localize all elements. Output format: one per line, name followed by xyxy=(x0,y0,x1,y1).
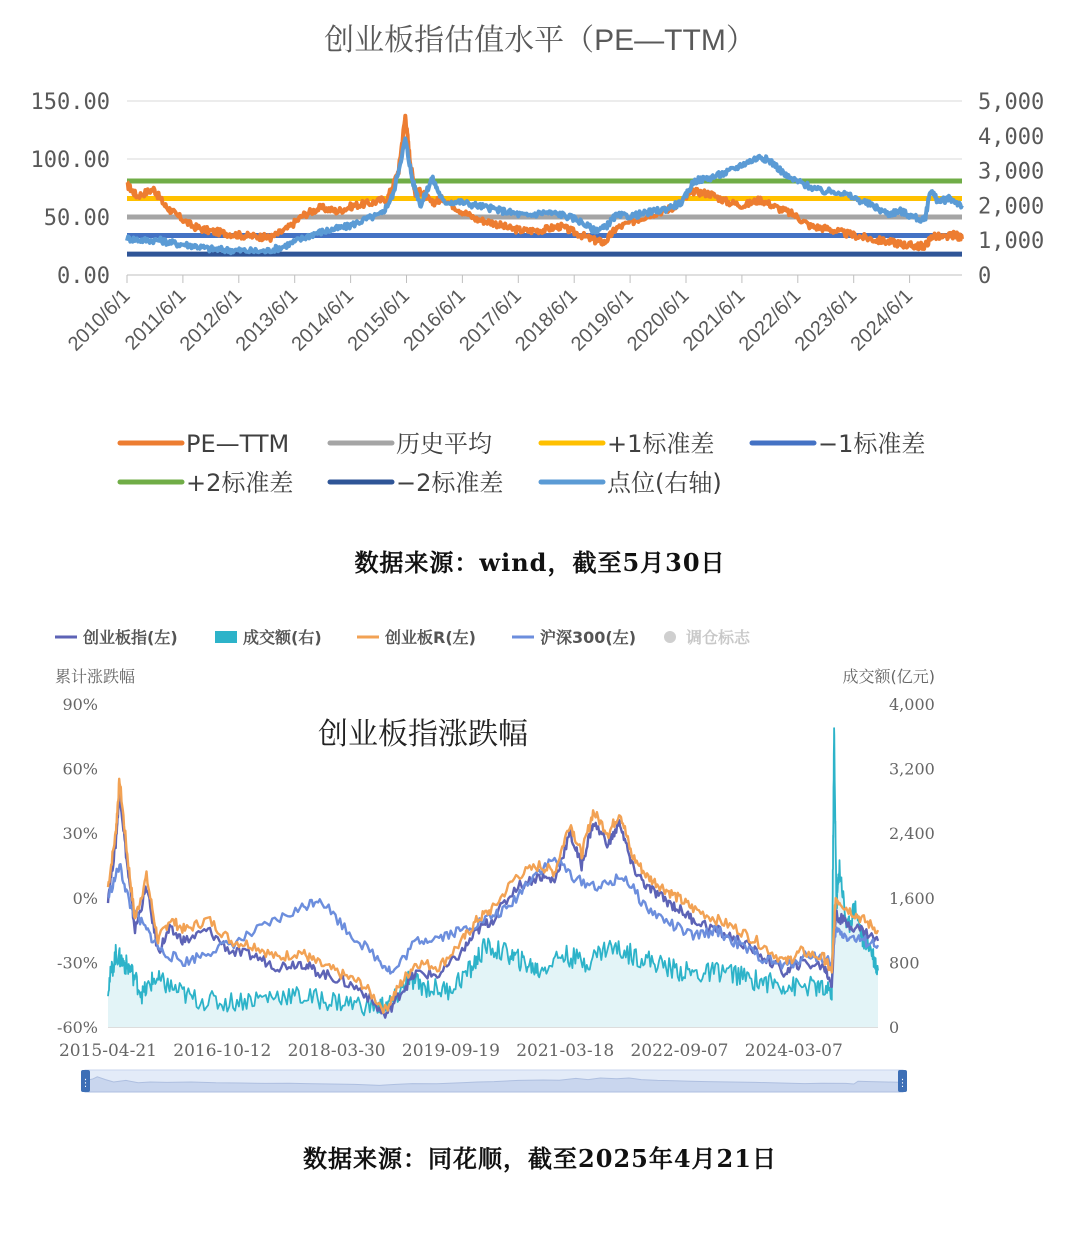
chart1-legend-label: 点位(右轴) xyxy=(607,469,722,497)
chart1-legend xyxy=(120,430,925,497)
chart2-legend-swatch xyxy=(215,631,237,643)
chart1-x-tick-label: 2020/6/1 xyxy=(622,284,694,356)
chart1-left-tick-label: 0.00 xyxy=(57,264,110,289)
chart1-x-tick-label: 2010/6/1 xyxy=(63,284,135,356)
chart2-right-tick-label: 2,400 xyxy=(889,824,935,844)
chart1-x-tick-label: 2021/6/1 xyxy=(678,284,750,356)
chart2-x-tick-label: 2015-04-21 xyxy=(58,1041,158,1061)
chart1-x-tick-label: 2015/6/1 xyxy=(343,284,415,356)
chart1-right-tick-label: 2,000 xyxy=(978,194,1045,220)
chart1-x-tick-label: 2018/6/1 xyxy=(511,284,582,356)
chart2-left-tick-label: 30% xyxy=(62,824,98,844)
chart1-legend-label: PE—TTM xyxy=(186,430,290,458)
chart1-right-tick-label: 0 xyxy=(978,264,992,289)
chart2-right-tick-label: 4,000 xyxy=(889,695,935,714)
chart1-x-tick-label: 2011/6/1 xyxy=(120,284,191,355)
chart1-legend-label: +1标准差 xyxy=(607,430,715,458)
chart1-legend-label: −1标准差 xyxy=(818,430,926,458)
chart2-right-axis-label: 成交额(亿元) xyxy=(842,667,935,686)
chart1-right-tick-label: 5,000 xyxy=(978,90,1045,115)
chart2-left-axis-label: 累计涨跌幅 xyxy=(55,667,136,686)
chart2-source-caption: 数据来源：同花顺，截至2025年4月21日 xyxy=(303,1144,777,1173)
chart2-legend-swatch xyxy=(664,631,676,643)
chart1-legend-label: +2标准差 xyxy=(186,469,294,497)
chart1-x-tick-label: 2012/6/1 xyxy=(175,284,247,356)
chart1-series xyxy=(127,116,962,254)
chart2-legend[interactable] xyxy=(55,628,751,647)
pe-ttm-chart xyxy=(0,0,1080,520)
chart2-right-tick-label: 0 xyxy=(889,1018,900,1037)
chart1-legend-label: 历史平均 xyxy=(396,430,492,458)
chart2-right-tick-label: 3,200 xyxy=(889,759,935,779)
chart2-x-tick-label: 2022-09-07 xyxy=(630,1041,729,1061)
chart2-right-tick-label: 1,600 xyxy=(889,888,935,908)
chart2-left-tick-label: 60% xyxy=(62,759,98,779)
chart2-right-axis xyxy=(889,695,935,1037)
chart1-legend-label: −2标准差 xyxy=(396,469,504,497)
chart2-zoom-slider[interactable] xyxy=(81,1070,908,1092)
chart1-x-tick-label: 2019/6/1 xyxy=(567,284,638,356)
chart2-left-axis xyxy=(57,695,98,1037)
grip-icon: ⋮ xyxy=(80,1078,91,1089)
chart2-x-axis xyxy=(59,1041,843,1061)
chart2-x-tick-label: 2019-09-19 xyxy=(401,1041,500,1061)
chart1-right-tick-label: 3,000 xyxy=(978,159,1045,185)
chinext-change-chart xyxy=(0,600,1080,1120)
chart1-x-tick-label: 2013/6/1 xyxy=(231,284,303,356)
chart2-series xyxy=(108,728,878,1027)
chart2-x-tick-label: 2018-03-30 xyxy=(287,1041,386,1061)
chart1-x-tick-label: 2014/6/1 xyxy=(287,284,359,356)
chart1-left-tick-label: 50.00 xyxy=(43,206,110,231)
chart2-legend-label: 沪深300(左) xyxy=(540,628,637,647)
chart2-left-tick-label: -60% xyxy=(57,1018,98,1037)
chart1-source-caption: 数据来源：wind，截至5月30日 xyxy=(354,548,726,577)
chart1-left-tick-label: 100.00 xyxy=(30,148,110,173)
chart2-legend-label: 调仓标志 xyxy=(686,628,751,647)
chart2-x-tick-label: 2016-10-12 xyxy=(173,1041,272,1061)
zoom-handle-left[interactable] xyxy=(81,1070,91,1092)
chart2-x-tick-label: 2021-03-18 xyxy=(516,1041,615,1061)
chart1-right-tick-label: 4,000 xyxy=(978,124,1045,150)
zoom-handle-right[interactable] xyxy=(898,1070,908,1092)
chart1-left-axis xyxy=(31,90,110,289)
chart1-x-tick-label: 2017/6/1 xyxy=(455,284,526,356)
chart2-right-tick-label: 800 xyxy=(889,953,920,973)
chart1-x-tick-label: 2024/6/1 xyxy=(846,284,918,356)
chart1-right-axis xyxy=(978,90,1044,289)
chart2-legend-label: 创业板R(左) xyxy=(385,628,476,647)
chart1-right-tick-label: 1,000 xyxy=(978,229,1045,255)
chart1-title: 创业板指估值水平（PE—TTM） xyxy=(324,24,756,57)
chart1-x-tick-label: 2022/6/1 xyxy=(734,284,806,356)
chart2-legend-label: 成交额(右) xyxy=(243,628,322,647)
chart1-x-tick-label: 2023/6/1 xyxy=(790,284,862,356)
chart2-x-tick-label: 2024-03-07 xyxy=(744,1041,843,1061)
chart2-left-tick-label: 0% xyxy=(72,888,98,908)
chart1-x-axis xyxy=(64,275,962,356)
chart2-left-tick-label: 90% xyxy=(62,695,98,714)
grip-icon: ⋮ xyxy=(897,1078,908,1089)
chart2-title: 创业板指涨跌幅 xyxy=(318,717,528,752)
chart1-left-tick-label: 150.00 xyxy=(30,90,110,115)
chart1-x-tick-label: 2016/6/1 xyxy=(399,284,470,356)
chart2-left-tick-label: -30% xyxy=(57,953,98,973)
chart2-legend-label: 创业板指(左) xyxy=(83,628,178,647)
